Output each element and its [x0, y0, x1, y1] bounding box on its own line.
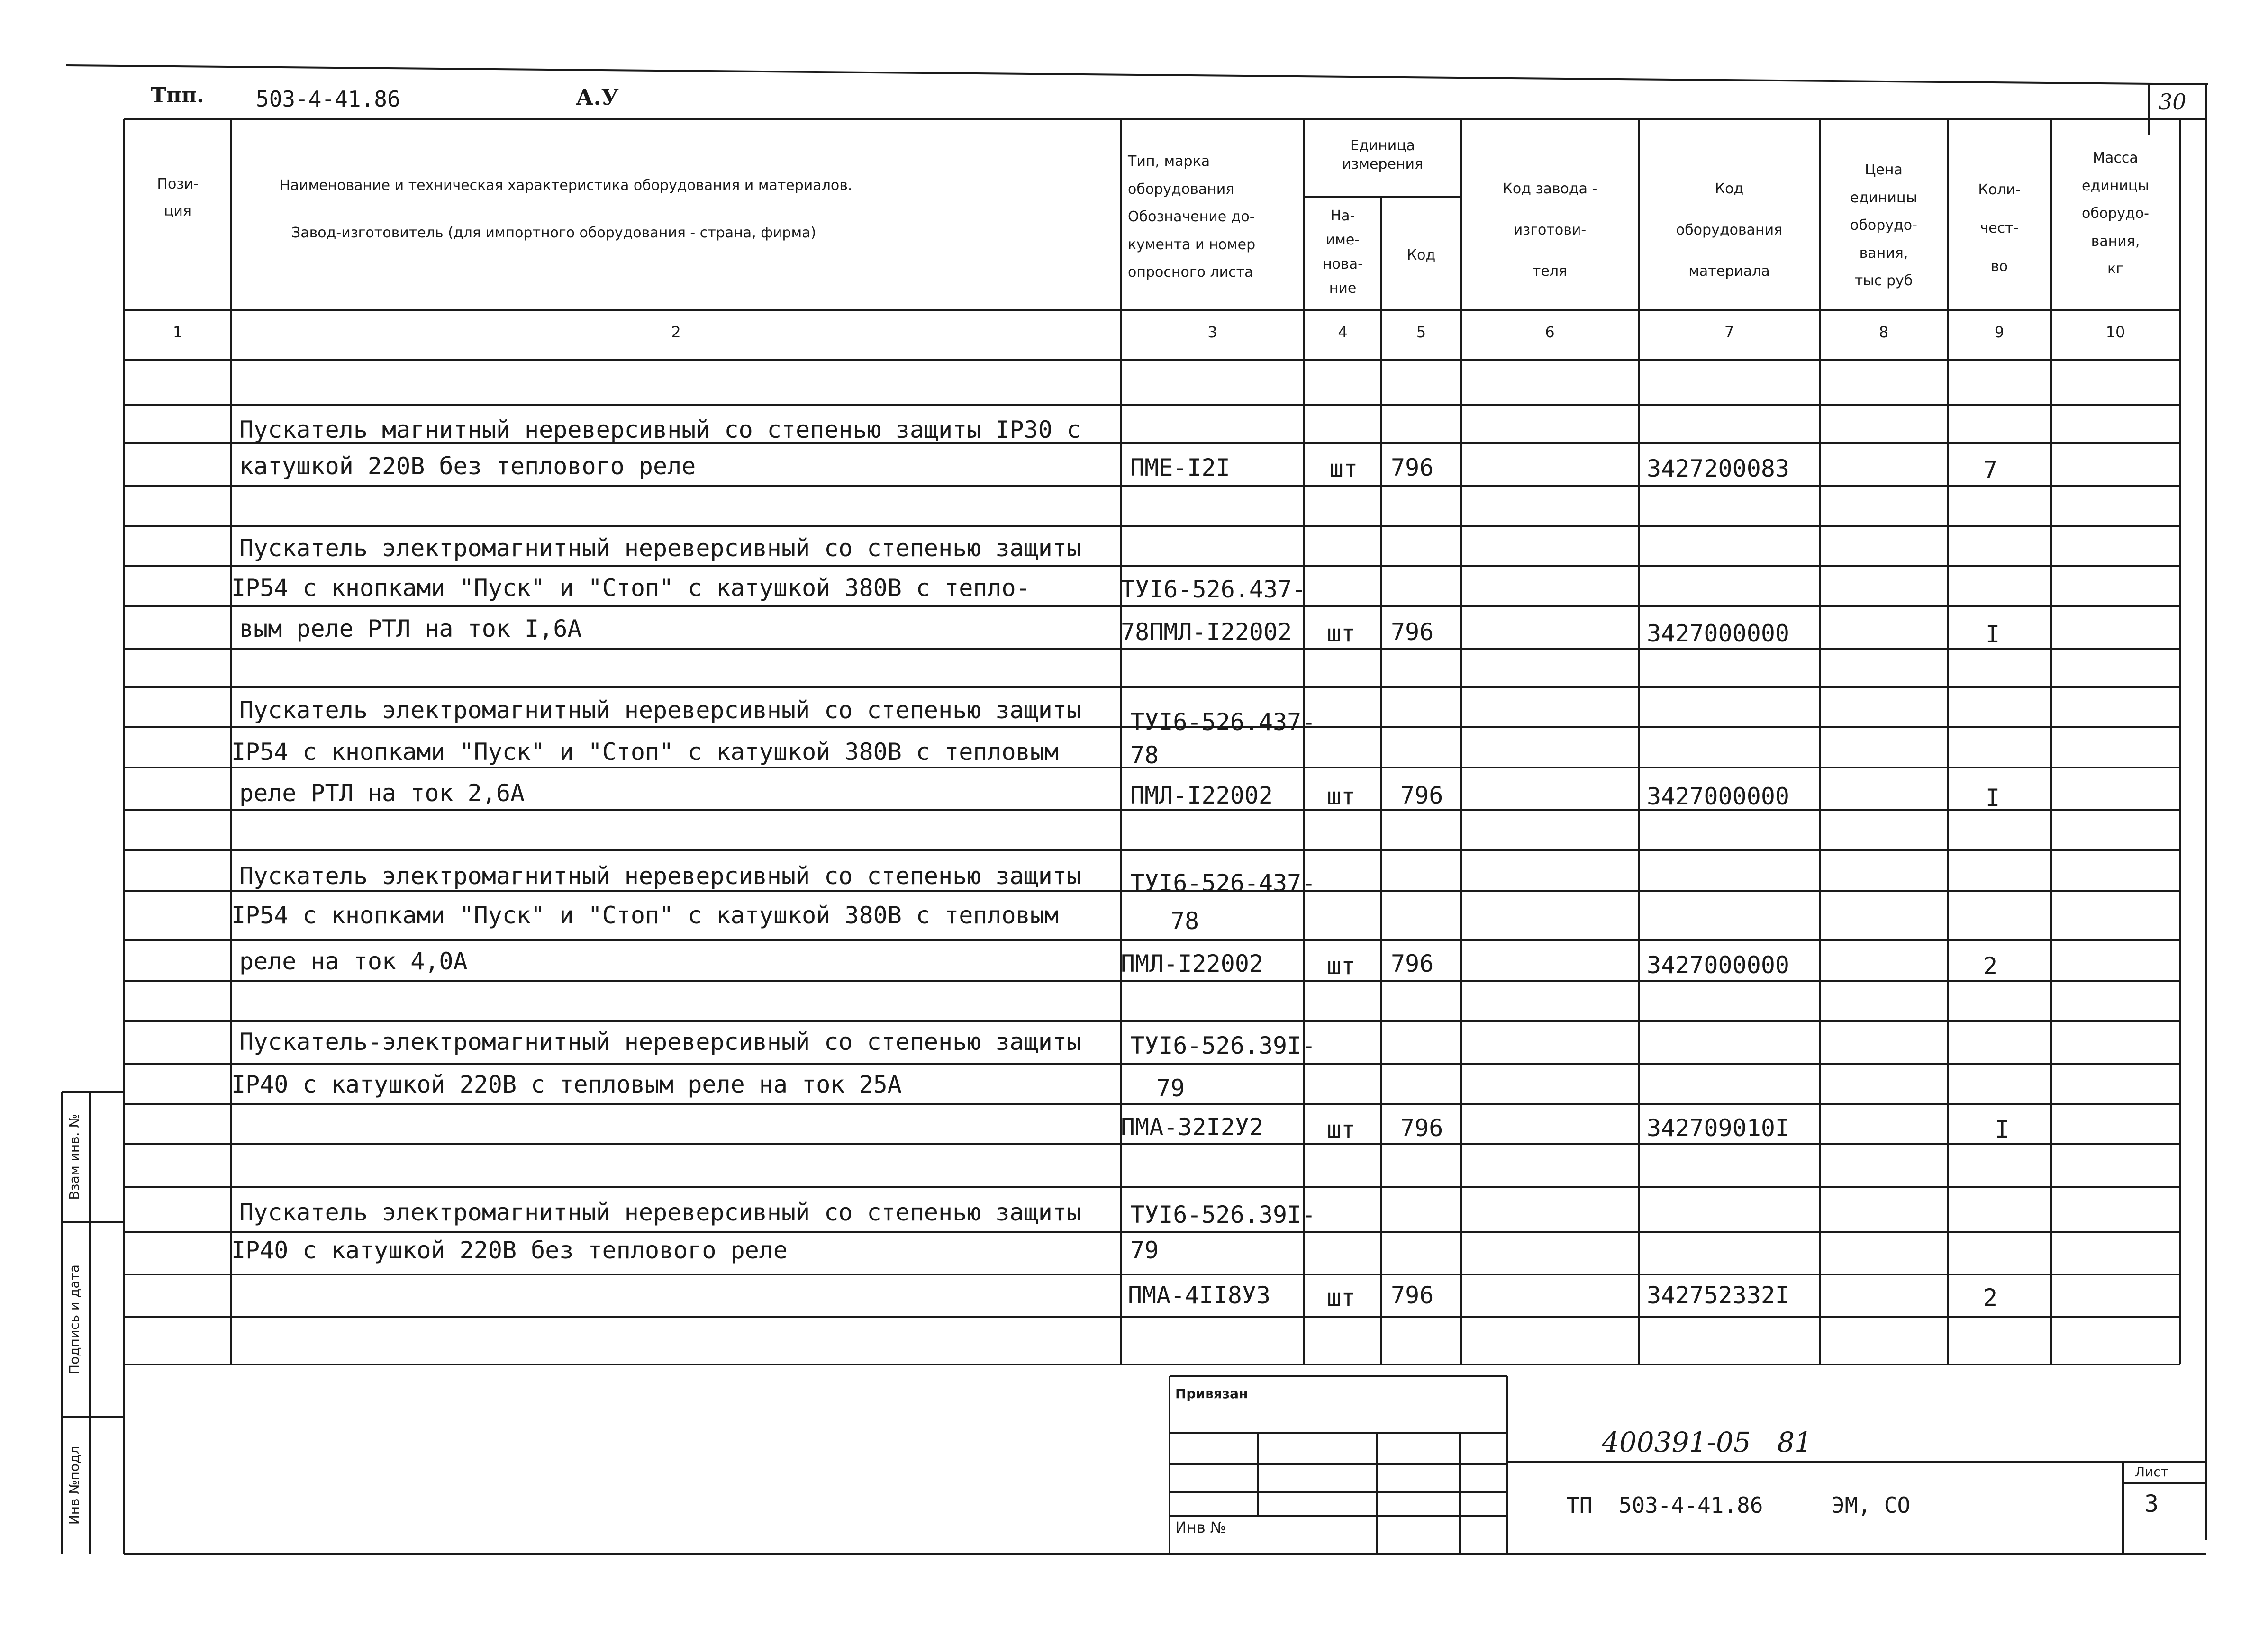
- item-type: ПМА-4II8У3: [1128, 1282, 1271, 1309]
- item-unit: шт: [1327, 1116, 1356, 1143]
- item-unit: шт: [1327, 1284, 1356, 1311]
- item-type: ПМЛ-I22002: [1121, 950, 1264, 977]
- item-type: ТУI6-526-437-: [1130, 869, 1316, 897]
- item-qty: I: [1986, 621, 2000, 648]
- header-unit-code: Код: [1406, 247, 1436, 263]
- header-equip-code: Код оборудования материала: [1676, 181, 1783, 280]
- item-unit-code: 796: [1400, 782, 1443, 809]
- col-number: 4: [1338, 323, 1348, 341]
- item-qty: I: [1986, 784, 2000, 812]
- handwritten-reference: 400391-05 81: [1602, 1426, 1812, 1458]
- item-description-line: реле РТЛ на ток 2,6А: [239, 779, 525, 807]
- item-type: 79: [1156, 1075, 1185, 1102]
- item-description-line: Пускатель магнитный нереверсивный со степенью защиты IP30 с: [239, 416, 1081, 443]
- col-number: 2: [671, 323, 681, 341]
- item-qty: 2: [1983, 1284, 1998, 1311]
- item-unit-code: 796: [1391, 950, 1434, 977]
- col-number: 5: [1416, 323, 1426, 341]
- header-price: Цена единицы оборудо- вания, тыс руб: [1850, 162, 1917, 289]
- item-unit: шт: [1327, 783, 1356, 810]
- header-name-line2: Завод-изготовитель (для импортного оборудования - страна, фирма): [291, 225, 816, 241]
- stamp-sheet-label: Лист: [2135, 1464, 2168, 1480]
- header-type: Тип, марка оборудования Обозначение до- кумента и номер опросного листа: [1128, 153, 1256, 280]
- col-number: 7: [1724, 323, 1734, 341]
- side-label-replace-inv: Взам инв. №: [66, 1114, 82, 1200]
- item-type: ТУI6-526.39I-: [1130, 1032, 1316, 1059]
- item-description-line: Пускатель электромагнитный нереверсивный со степенью защиты: [239, 862, 1081, 890]
- item-unit: шт: [1327, 952, 1356, 980]
- side-label-inv-original: Инв №подл: [66, 1445, 82, 1525]
- item-type: 79: [1130, 1237, 1159, 1264]
- item-description-line: Пускатель-электромагнитный нереверсивный со степенью защиты: [239, 1028, 1081, 1056]
- header-qty: Коли- чест- во: [1978, 181, 2021, 275]
- item-description-line: IP54 с кнопками "Пуск" и "Стоп" с катушкой 380В с тепловым: [231, 902, 1059, 929]
- item-description-line: IP40 с катушкой 220В без теплового реле: [231, 1237, 788, 1264]
- doc-code-label: Тпп.: [151, 83, 204, 108]
- col-number: 3: [1207, 323, 1217, 341]
- item-equip-code: 3427000000: [1647, 951, 1790, 979]
- stamp-privyazan-label: Привязан: [1175, 1386, 1248, 1401]
- item-type: ТУI6-526.437-: [1121, 576, 1306, 603]
- item-description-line: IP40 с катушкой 220В с тепловым реле на ток 25А: [231, 1071, 902, 1098]
- stamp-sheet-type: ЭМ, СО: [1832, 1492, 1911, 1518]
- item-description-line: реле на ток 4,0А: [239, 948, 468, 975]
- item-equip-code: 3427200083: [1647, 455, 1790, 482]
- header-plant-code: Код завода - изготови- теля: [1502, 181, 1597, 280]
- item-description-line: IP54 с кнопками "Пуск" и "Стоп" с катушкой 380В с тепловым: [231, 738, 1059, 766]
- item-type: ПМА-32I2У2: [1121, 1113, 1264, 1141]
- header-name-line1: Наименование и техническая характеристика оборудования и материалов.: [280, 177, 853, 194]
- item-equip-code: 3427000000: [1647, 620, 1790, 647]
- item-description-line: Пускатель электромагнитный нереверсивный со степенью защиты: [239, 696, 1081, 724]
- item-qty: 7: [1983, 456, 1998, 484]
- item-description-line: IP54 с кнопками "Пуск" и "Стоп" с катушкой 380В с тепло-: [231, 574, 1030, 602]
- item-type: 78: [1130, 741, 1159, 769]
- item-type: 78: [1170, 907, 1199, 935]
- header-unit-group: Единица измерения: [1342, 137, 1424, 172]
- col-number: 1: [172, 323, 183, 341]
- header-position: Пози- ция: [157, 176, 199, 219]
- col-number: 8: [1878, 323, 1889, 341]
- item-unit: шт: [1329, 455, 1358, 482]
- stamp-doc-code: ТП 503-4-41.86: [1566, 1492, 1763, 1518]
- item-equip-code: 342752332I: [1647, 1282, 1790, 1309]
- item-unit-code: 796: [1391, 454, 1434, 481]
- item-unit-code: 796: [1391, 1282, 1434, 1309]
- item-unit: шт: [1327, 620, 1356, 647]
- page-number-handwritten: 30: [2159, 89, 2186, 115]
- stamp-inv-label: Инв №: [1175, 1518, 1226, 1536]
- item-type: ТУI6-526.39I-: [1130, 1201, 1316, 1229]
- item-equip-code: 342709010I: [1647, 1114, 1790, 1142]
- item-description-line: Пускатель электромагнитный нереверсивный со степенью защиты: [239, 534, 1081, 562]
- col-number: 6: [1545, 323, 1555, 341]
- header-unit-name: На- име- нова- ние: [1323, 208, 1363, 297]
- item-type: 78ПМЛ-I22002: [1121, 618, 1292, 646]
- side-label-signature-date: Подпись и дата: [66, 1265, 82, 1374]
- col-number: 10: [2105, 323, 2125, 341]
- stamp-sheet-number: 3: [2144, 1490, 2159, 1518]
- item-description-line: катушкой 220В без теплового реле: [239, 452, 696, 480]
- item-description-line: Пускатель электромагнитный нереверсивный со степенью защиты: [239, 1199, 1081, 1226]
- item-description-line: вым реле РТЛ на ток I,6А: [239, 615, 582, 642]
- section-label: А.У: [576, 84, 619, 110]
- item-qty: 2: [1983, 952, 1998, 980]
- item-equip-code: 3427000000: [1647, 783, 1790, 810]
- item-type: ПМЕ-I2I: [1130, 454, 1230, 481]
- item-type: ПМЛ-I22002: [1130, 782, 1273, 809]
- item-type: ТУI6-526.437-: [1130, 708, 1316, 736]
- item-qty: I: [1995, 1116, 2010, 1143]
- item-unit-code: 796: [1400, 1114, 1443, 1142]
- item-unit-code: 796: [1391, 618, 1434, 646]
- header-mass: Масса единицы оборудо- вания, кг: [2082, 150, 2149, 277]
- col-number: 9: [1994, 323, 2005, 341]
- doc-number: 503-4-41.86: [256, 86, 400, 112]
